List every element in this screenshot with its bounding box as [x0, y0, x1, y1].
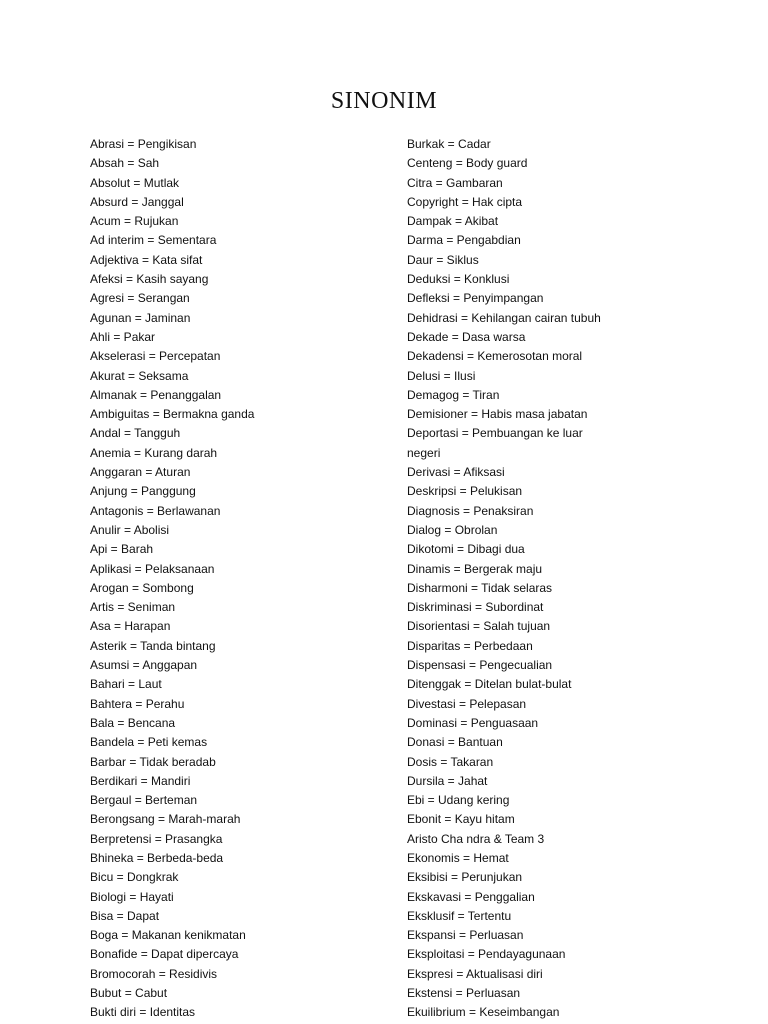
synonym-entry: Ekstensi = Perluasan [407, 986, 521, 1001]
synonym-entry: Ekspansi = Perluasan [407, 928, 524, 943]
synonym-entry: Burkak = Cadar [407, 137, 491, 151]
synonym-entry: Eksploitasi = Pendayagunaan [407, 947, 566, 962]
synonym-entry: Arogan = Sombong [90, 580, 194, 595]
synonym-entry: Defleksi = Penyimpangan [407, 291, 544, 306]
synonym-entry: Dekade = Dasa warsa [407, 329, 526, 344]
synonym-entry: Bahtera = Perahu [90, 696, 185, 711]
synonym-entry: Biologi = Hayati [90, 889, 174, 904]
synonym-entry: Copyright = Hak cipta [407, 194, 523, 209]
synonym-entry: Dominasi = Penguasaan [407, 715, 539, 730]
synonym-entry: Ambiguitas = Bermakna ganda [90, 407, 255, 422]
synonym-entry: Demagog = Tiran [407, 387, 500, 402]
synonym-entry: Donasi = Bantuan [407, 735, 503, 750]
synonym-entry: Afeksi = Kasih sayang [90, 272, 209, 287]
synonym-entry: Deskripsi = Pelukisan [407, 484, 523, 499]
synonym-entry: Bonafide = Dapat dipercaya [90, 947, 239, 962]
synonym-entry: Bicu = Dongkrak [90, 870, 179, 885]
synonym-entry: Dampak = Akibat [407, 214, 499, 229]
page-title: SINONIM [330, 88, 438, 114]
synonym-entry: Dursila = Jahat [407, 773, 488, 788]
synonym-entry: Api = Barah [90, 542, 154, 557]
synonym-entry: Daur = Siklus [407, 252, 479, 267]
synonym-list-right [407, 135, 747, 1023]
synonym-entry: Abrasi = Pengikisan [90, 137, 197, 151]
synonym-entry: Dialog = Obrolan [407, 522, 498, 537]
synonym-entry: Eksklusif = Tertentu [407, 908, 512, 923]
synonym-entry: Asterik = Tanda bintang [90, 638, 216, 653]
synonym-entry: Bubut = Cabut [90, 986, 168, 1001]
synonym-entry: Acum = Rujukan [90, 214, 179, 229]
synonym-entry: Absah = Sah [90, 156, 160, 171]
synonym-entry: Ekuilibrium = Keseimbangan [407, 1005, 560, 1020]
synonym-entry: Dikotomi = Dibagi dua [407, 542, 525, 557]
synonym-entry: Andal = Tangguh [90, 426, 181, 441]
synonym-entry: Bukti diri = Identitas [90, 1005, 196, 1020]
synonym-entry: Eksibisi = Perunjukan [407, 870, 523, 885]
synonym-entry: Adjektiva = Kata sifat [90, 252, 203, 267]
synonym-entry: Demisioner = Habis masa jabatan [407, 407, 588, 422]
synonym-entry: Antagonis = Berlawanan [90, 503, 221, 518]
synonym-entry: Diagnosis = Penaksiran [407, 503, 534, 518]
synonym-entry: Disharmoni = Tidak selaras [407, 580, 553, 595]
synonym-entry: Artis = Seniman [90, 600, 176, 615]
synonym-entry: Deportasi = Pembuangan ke luar [407, 426, 583, 441]
synonym-entry: Disorientasi = Salah tujuan [407, 619, 551, 634]
synonym-entry: Bromocorah = Residivis [90, 966, 218, 981]
synonym-entry: Dehidrasi = Kehilangan cairan tubuh [407, 310, 601, 325]
synonym-entry: Anggaran = Aturan [90, 465, 191, 480]
synonym-entry: Akselerasi = Percepatan [90, 349, 221, 364]
synonym-entry: Diskriminasi = Subordinat [407, 600, 544, 615]
synonym-entry: Boga = Makanan kenikmatan [90, 928, 246, 943]
synonym-entry: Agresi = Serangan [90, 291, 190, 306]
synonym-entry: Delusi = Ilusi [407, 368, 476, 383]
synonym-entry: Aplikasi = Pelaksanaan [90, 561, 215, 576]
synonym-entry: Ditenggak = Ditelan bulat-bulat [407, 677, 572, 692]
synonym-entry: Asa = Harapan [90, 619, 171, 634]
synonym-entry: Ebi = Udang kering [407, 793, 510, 808]
synonym-entry: Almanak = Penanggalan [90, 387, 222, 402]
synonym-entry: Ekskavasi = Penggalian [407, 889, 535, 904]
synonym-entry: Ebonit = Kayu hitam [407, 812, 515, 827]
synonym-entry: Anjung = Panggung [90, 484, 196, 499]
synonym-entry: Divestasi = Pelepasan [407, 696, 527, 711]
synonym-entry: Deduksi = Konklusi [407, 272, 510, 287]
synonym-entry: Bahari = Laut [90, 677, 162, 692]
synonym-entry: Bisa = Dapat [90, 908, 160, 923]
synonym-entry: Bala = Bencana [90, 715, 176, 730]
synonym-entry: Berdikari = Mandiri [90, 773, 191, 788]
synonym-entry: Anemia = Kurang darah [90, 445, 218, 460]
synonym-entry: Berpretensi = Prasangka [90, 831, 223, 846]
synonym-entry: Dekadensi = Kemerosotan moral [407, 349, 583, 364]
synonym-entry: Barbar = Tidak beradab [90, 754, 216, 769]
synonym-entry: Ad interim = Sementara [90, 233, 217, 248]
synonym-entry: Asumsi = Anggapan [90, 658, 198, 673]
synonym-entry: Absurd = Janggal [90, 194, 184, 209]
synonym-entry: Ahli = Pakar [90, 329, 156, 344]
synonym-entry: Centeng = Body guard [407, 156, 528, 171]
synonym-entry: Anulir = Abolisi [90, 522, 170, 537]
synonym-entry: Berongsang = Marah-marah [90, 812, 241, 827]
synonym-entry: Absolut = Mutlak [90, 175, 180, 190]
synonym-entry: Akurat = Seksama [90, 368, 189, 383]
synonym-entry: Citra = Gambaran [407, 175, 503, 190]
synonym-entry: Ekspresi = Aktualisasi diri [407, 966, 543, 981]
synonym-entry: negeri [407, 445, 441, 460]
synonym-entry: Darma = Pengabdian [407, 233, 521, 248]
synonym-entry: Bandela = Peti kemas [90, 735, 208, 750]
synonym-entry: Aristo Cha ndra & Team 3 [407, 831, 545, 846]
synonym-entry: Agunan = Jaminan [90, 310, 191, 325]
synonym-entry: Disparitas = Perbedaan [407, 638, 533, 653]
synonym-entry: Dosis = Takaran [407, 754, 494, 769]
synonym-entry: Bhineka = Berbeda-beda [90, 850, 224, 865]
synonym-entry: Ekonomis = Hemat [407, 850, 509, 865]
synonym-entry: Bergaul = Berteman [90, 793, 198, 808]
synonym-entry: Dinamis = Bergerak maju [407, 561, 543, 576]
synonym-list-left [90, 135, 380, 1023]
synonym-entry: Derivasi = Afiksasi [407, 465, 505, 480]
synonym-entry: Dispensasi = Pengecualian [407, 658, 553, 673]
